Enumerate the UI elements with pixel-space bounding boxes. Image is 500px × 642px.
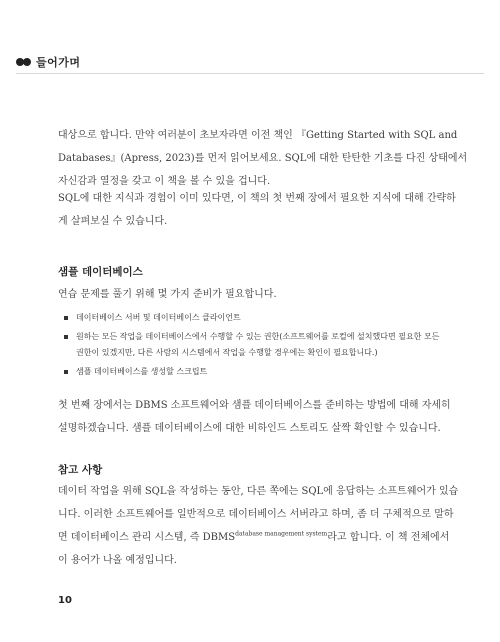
prereq-line: 게 살펴보실 수 있습니다. [58,216,168,227]
paragraph-line: 설명하겠습니다. 샘플 데이터베이스에 대한 비하인드 스토리도 살짝 확인할 수 있습니다. [58,423,441,434]
list-item-text: 권한이 있겠지만, 다른 사람의 시스템에서 작업을 수행할 경우에는 확인이 필요합니다.) [76,348,378,357]
paragraph-line: 첫 번째 장에서는 DBMS 소프트웨어와 샘플 데이터베이스를 준비하는 방법에 대해 자세히 [58,400,451,411]
intro-line: 대상으로 합니다. 만약 여러분이 초보자라면 이전 책인 『Getting Started with SQL and [58,130,458,141]
paragraph-line: 니다. 이러한 소프트웨어를 일반적으로 데이터베이스 서버라고 하며, 좀 더 구체적으로 말하 [58,509,454,520]
list-item-text: 원하는 모든 작업을 데이터베이스에서 수행할 수 있는 권한(소프트웨어를 로컬에 설치했다면 필요한 모든 [76,332,440,341]
sample-db-after-paragraph [58,394,451,440]
paragraph-text: 라고 합니다. 이 책 전체에서 [327,532,450,543]
header-title: 들어가며 [36,56,81,69]
paragraph-line: 데이터 작업을 위해 SQL을 작성하는 동안, 다른 쪽에는 SQL에 응답하는 소프트웨어가 있습 [58,486,459,497]
intro-paragraph [58,124,468,193]
section-heading-notes: 참고 사항 [58,464,103,476]
paragraph-line [58,526,450,549]
prereq-line: SQL에 대한 지식과 경험이 이미 있다면, 이 책의 첫 번째 장에서 필요한 지식에 대해 간략하 [58,193,456,204]
sample-db-intro [58,283,444,306]
intro-line: 자신감과 열정을 갖고 이 책을 볼 수 있을 겁니다. [58,176,271,187]
notes-paragraph [58,480,459,572]
paragraph-line: 이 용어가 나올 예정입니다. [58,555,177,566]
prereq-paragraph [58,187,456,233]
dbms-superscript: database management system [235,530,328,538]
list-item [62,310,446,326]
header-divider [16,73,484,74]
header-dots-icon [16,58,34,66]
requirements-list [62,310,446,383]
section-heading-sample-db: 샘플 데이터베이스 [58,266,143,278]
sample-db-intro-line: 연습 문제를 풀기 위해 몇 가지 준비가 필요합니다. [58,289,277,300]
intro-line: Databases』(Apress, 2023)를 먼저 읽어보세요. SQL에 대한 탄탄한 기초를 다진 상태에서 [58,153,468,164]
list-item [62,329,446,361]
dbms-term: 면 데이터베이스 관리 시스템, 즉 DBMS [58,532,236,543]
list-item-text: 샘플 데이터베이스를 생성할 스크립트 [76,367,208,376]
list-item-text: 데이터베이스 서버 및 데이터베이스 클라이언트 [76,313,241,322]
list-item [62,364,446,380]
running-header [0,52,500,70]
page-number: 10 [58,595,72,606]
